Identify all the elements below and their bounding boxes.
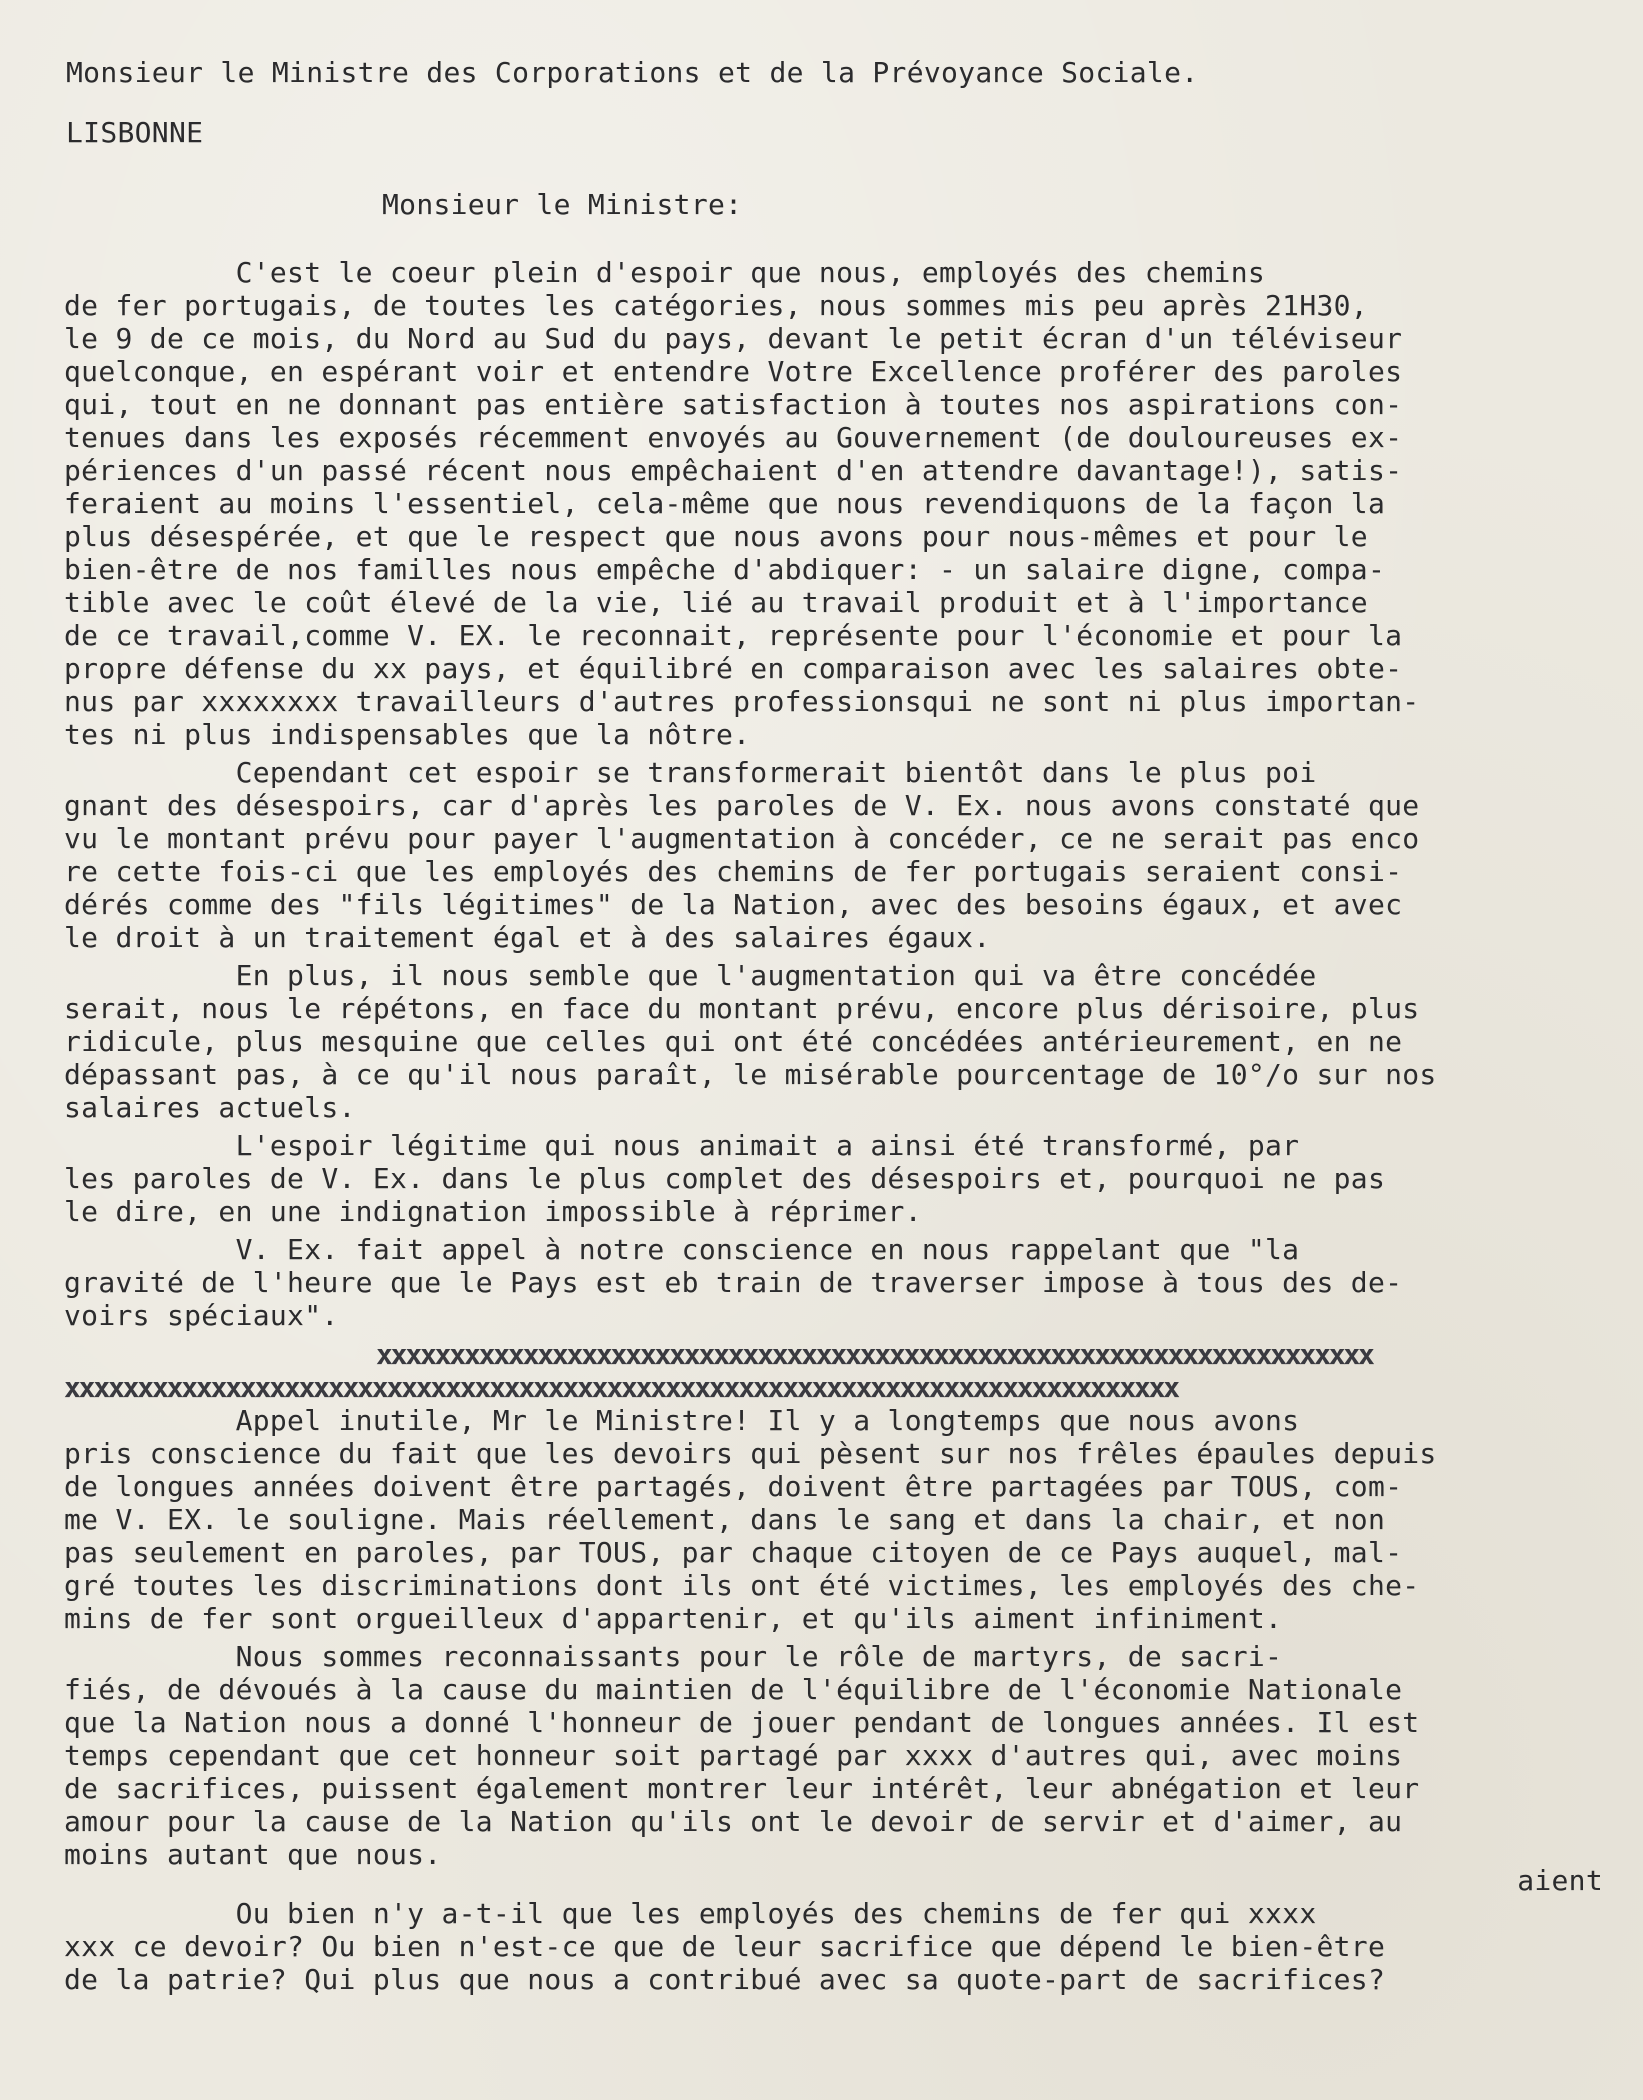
body-line: dépassant pas, à ce qu'il nous paraît, le misérable pourcentage de 10°/o sur nos [64,1058,1437,1091]
body-line: gnant des désespoirs, car d'après les paroles de V. Ex. nous avons constaté que [64,789,1420,822]
body-line: pris conscience du fait que les devoirs qui pèsent sur nos frêles épaules depuis [64,1437,1437,1470]
body-line: dérés comme des "fils légitimes" de la Nation, avec des besoins égaux, et avec [64,888,1403,921]
body-line: tenues dans les exposés récemment envoyés au Gouvernement (de douloureuses ex- [64,421,1403,454]
body-line: vu le montant prévu pour payer l'augmentation à concéder, ce ne serait pas enco [64,822,1420,855]
body-line: Appel inutile, Mr le Ministre! Il y a longtemps que nous avons [64,1404,1300,1437]
margin-correction: aient [1517,1864,1603,1897]
body-line: de longues années doivent être partagés, doivent être partagées par TOUS, com- [64,1470,1403,1503]
body-line: Ou bien n'y a-t-il que les employés des chemins de fer qui xxxx [64,1897,1317,1930]
body-line: serait, nous le répétons, en face du montant prévu, encore plus dérisoire, plus [64,992,1420,1025]
body-line: me V. EX. le souligne. Mais réellement, dans le sang et dans la chair, et non [64,1503,1386,1536]
salutation-line: Monsieur le Ministre: [382,188,743,221]
struck-out-line: xxxxxxxxxxxxxxxxxxxxxxxxxxxxxxxxxxxxxxxxxxxxxxxxxxxxxxxxxxxxxxxxxxxxxxxxxxxx [64,1371,1178,1404]
body-line: périences d'un passé récent nous empêchaient d'en attendre davantage!), satis- [64,454,1403,487]
body-line: Nous sommes reconnaissants pour le rôle de martyrs, de sacri- [64,1640,1283,1673]
struck-out-line: xxxxxxxxxxxxxxxxxxxxxxxxxxxxxxxxxxxxxxxxxxxxxxxxxxxxxxxxxxxxxxxxxxxx [376,1338,1373,1371]
body-line: que la Nation nous a donné l'honneur de jouer pendant de longues années. Il est [64,1706,1420,1739]
body-line: gré toutes les discriminations dont ils ont été victimes, les employés des che- [64,1569,1420,1602]
body-line: de sacrifices, puissent également montrer leur intérêt, leur abnégation et leur [64,1772,1420,1805]
body-line: tible avec le coût élevé de la vie, lié au travail produit et à l'importance [64,586,1368,619]
body-line: feraient au moins l'essentiel, cela-même que nous revendiquons de la façon la [64,487,1386,520]
body-line: re cette fois-ci que les employés des chemins de fer portugais seraient consi- [64,855,1403,888]
body-line: propre défense du xx pays, et équilibré en comparaison avec les salaires obte- [64,652,1403,685]
body-line: qui, tout en ne donnant pas entière satisfaction à toutes nos aspirations con- [64,388,1403,421]
body-line: quelconque, en espérant voir et entendre Votre Excellence proférer des paroles [64,355,1403,388]
body-line: salaires actuels. [64,1091,356,1124]
city-line: LISBONNE [66,116,204,149]
body-line: le droit à un traitement égal et à des salaires égaux. [64,921,991,954]
body-line: tes ni plus indispensables que la nôtre. [64,718,751,751]
body-line: fiés, de dévoués à la cause du maintien de l'équilibre de l'économie Nationale [64,1673,1403,1706]
body-line: les paroles de V. Ex. dans le plus complet des désespoirs et, pourquoi ne pas [64,1162,1386,1195]
body-line: En plus, il nous semble que l'augmentation qui va être concédée [64,959,1317,992]
body-line: amour pour la cause de la Nation qu'ils ont le devoir de servir et d'aimer, au [64,1805,1403,1838]
body-line: de fer portugais, de toutes les catégories, nous sommes mis peu après 21H30, [64,289,1368,322]
body-line: nus par xxxxxxxx travailleurs d'autres professionsqui ne sont ni plus importan- [64,685,1420,718]
addressee-line: Monsieur le Ministre des Corporations et de la Prévoyance Sociale. [66,56,1199,89]
body-line: ridicule, plus mesquine que celles qui ont été concédées antérieurement, en ne [64,1025,1403,1058]
body-line: temps cependant que cet honneur soit partagé par xxxx d'autres qui, avec moins [64,1739,1403,1772]
body-line: pas seulement en paroles, par TOUS, par chaque citoyen de ce Pays auquel, mal- [64,1536,1403,1569]
body-line: de la patrie? Qui plus que nous a contribué avec sa quote-part de sacrifices? [64,1963,1386,1996]
body-line: xxx ce devoir? Ou bien n'est-ce que de leur sacrifice que dépend le bien-être [64,1930,1386,1963]
body-line: mins de fer sont orgueilleux d'appartenir, et qu'ils aiment infiniment. [64,1602,1283,1635]
body-line: Cependant cet espoir se transformerait bientôt dans le plus poi [64,756,1317,789]
body-line: V. Ex. fait appel à notre conscience en nous rappelant que "la [64,1233,1300,1266]
body-line: le dire, en une indignation impossible à réprimer. [64,1195,922,1228]
body-line: le 9 de ce mois, du Nord au Sud du pays, devant le petit écran d'un téléviseur [64,322,1403,355]
body-line: voirs spéciaux". [64,1299,339,1332]
body-line: gravité de l'heure que le Pays est eb train de traverser impose à tous des de- [64,1266,1403,1299]
body-line: moins autant que nous. [64,1838,442,1871]
body-line: de ce travail,comme V. EX. le reconnait, représente pour l'économie et pour la [64,619,1403,652]
body-line: plus désespérée, et que le respect que nous avons pour nous-mêmes et pour le [64,520,1368,553]
body-line: L'espoir légitime qui nous animait a ainsi été transformé, par [64,1129,1300,1162]
body-line: C'est le coeur plein d'espoir que nous, employés des chemins [64,256,1266,289]
body-line: bien-être de nos familles nous empêche d'abdiquer: - un salaire digne, compa- [64,553,1386,586]
